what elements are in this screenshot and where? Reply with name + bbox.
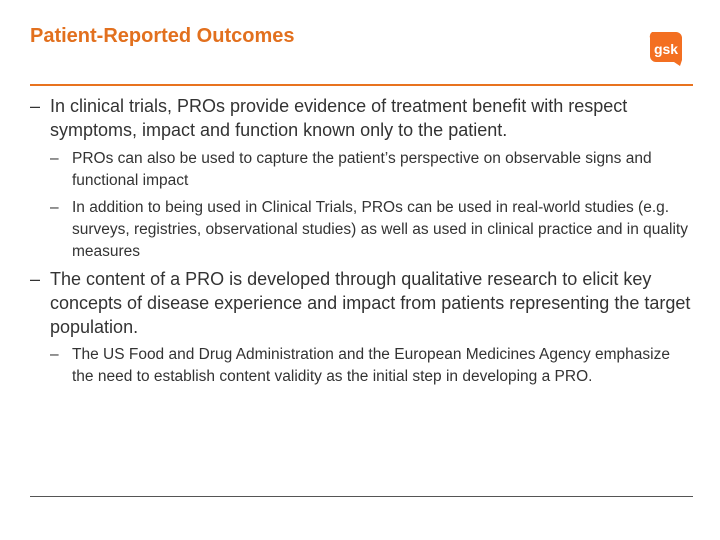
logo-text: gsk: [653, 41, 679, 57]
sub-bullet-item: [50, 344, 690, 388]
sub-bullet-item: [50, 197, 690, 263]
bullet-text: The content of a PRO is developed through qualitative research to elicit key concepts of disease experience and impact from patients representing the target population.: [50, 269, 691, 337]
sub-bullet-text: The US Food and Drug Administration and the European Medicines Agency emphasize the need to establish content validity as the initial step in developing a PRO.: [72, 346, 670, 385]
bullet-item: [30, 94, 700, 142]
sub-bullet-dash: –: [50, 346, 59, 363]
bullet-text: In clinical trials, PROs provide evidence of treatment benefit with respect symptoms, impact and function known only to the patient.: [50, 96, 628, 140]
sub-bullet-dash: –: [50, 150, 59, 167]
gsk-logo: [646, 28, 686, 68]
bullet-item: [30, 267, 700, 339]
title-divider: [30, 84, 693, 86]
bullet-dash: –: [30, 269, 41, 289]
slide-title: Patient-Reported Outcomes: [30, 25, 295, 47]
sub-bullet-item: [50, 148, 690, 192]
footer-divider: [30, 496, 693, 497]
sub-bullet-dash: –: [50, 199, 59, 216]
bullet-dash: –: [30, 96, 41, 116]
sub-bullet-text: PROs can also be used to capture the patient’s perspective on observable signs and functional impact: [72, 150, 652, 189]
sub-bullet-text: In addition to being used in Clinical Trials, PROs can be used in real-world studies (e.g. surveys, registries, observational studies) as well as used in clinical practice and in quality measures: [72, 199, 688, 260]
